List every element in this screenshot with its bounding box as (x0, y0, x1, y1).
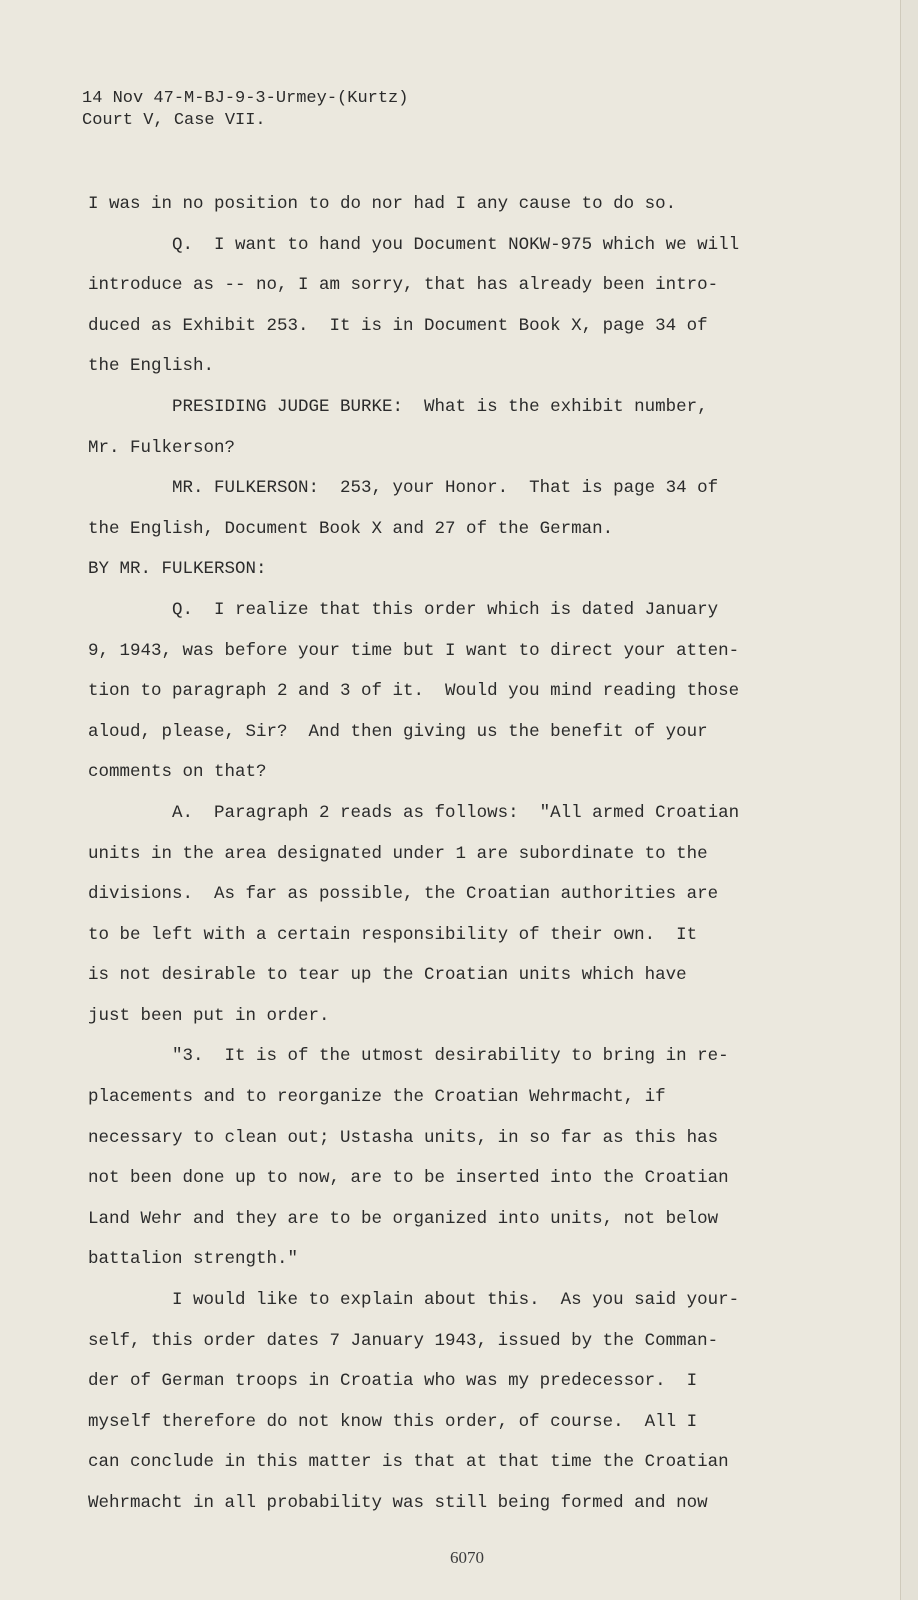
transcript-line: comments on that? (88, 762, 267, 783)
transcript-body (88, 184, 848, 1524)
transcript-line: Q. I realize that this order which is dated January (88, 599, 719, 620)
transcript-line: A. Paragraph 2 reads as follows: "All armed Croatian (88, 802, 740, 823)
transcript-line: Wehrmacht in all probability was still being formed and now (88, 1493, 708, 1513)
transcript-line: Mr. Fulkerson? (88, 437, 236, 458)
transcript-line: I would like to explain about this. As you said your- (88, 1290, 740, 1311)
page-number: 6070 (450, 1548, 484, 1567)
transcript-line: Q. I want to hand you Document NOKW-975 which we will (88, 234, 740, 255)
transcript-line: MR. FULKERSON: 253, your Honor. That is page 34 of (88, 478, 719, 499)
transcript-line: units in the area designated under 1 are subordinate to the (88, 843, 708, 864)
transcript-line: Land Wehr and they are to be organized into units, not below (88, 1208, 719, 1229)
transcript-line: self, this order dates 7 January 1943, issued by the Comman- (88, 1330, 719, 1351)
transcript-line: aloud, please, Sir? And then giving us the benefit of your (88, 721, 708, 742)
transcript-line: divisions. As far as possible, the Croatian authorities are (88, 884, 719, 905)
transcript-line: myself therefore do not know this order, of course. All I (88, 1411, 698, 1432)
transcript-line: is not desirable to tear up the Croatian units which have (88, 965, 687, 986)
transcript-line: introduce as -- no, I am sorry, that has already been intro- (88, 275, 719, 296)
transcript-line: to be left with a certain responsibility of their own. It (88, 924, 698, 945)
transcript-line: 9, 1943, was before your time but I want to direct your atten- (88, 640, 740, 661)
transcript-line: placements and to reorganize the Croatian Wehrmacht, if (88, 1087, 666, 1108)
transcript-line: necessary to clean out; Ustasha units, in so far as this has (88, 1127, 719, 1148)
transcript-line: I was in no position to do nor had I any cause to do so. (88, 194, 677, 214)
transcript-line: "3. It is of the utmost desirability to bring in re- (88, 1046, 729, 1067)
transcript-line: BY MR. FULKERSON: (88, 559, 267, 580)
transcript-line: just been put in order. (88, 1005, 330, 1026)
transcript-line: der of German troops in Croatia who was my predecessor. I (88, 1371, 698, 1392)
transcript-line: battalion strength." (88, 1249, 299, 1270)
header-line-court-case: Court V, Case VII. (82, 111, 266, 130)
transcript-line: the English. (88, 356, 215, 377)
transcript-line: duced as Exhibit 253. It is in Document Book X, page 34 of (88, 315, 708, 336)
transcript-header (82, 88, 408, 132)
transcript-line: not been done up to now, are to be inserted into the Croatian (88, 1168, 729, 1189)
header-line-date-reporter: 14 Nov 47-M-BJ-9-3-Urmey-(Kurtz) (82, 89, 409, 108)
transcript-line: can conclude in this matter is that at that time the Croatian (88, 1452, 729, 1473)
transcript-line: tion to paragraph 2 and 3 of it. Would you mind reading those (88, 681, 740, 702)
transcript-line: the English, Document Book X and 27 of the German. (88, 518, 614, 539)
transcript-line: PRESIDING JUDGE BURKE: What is the exhibit number, (88, 396, 708, 417)
